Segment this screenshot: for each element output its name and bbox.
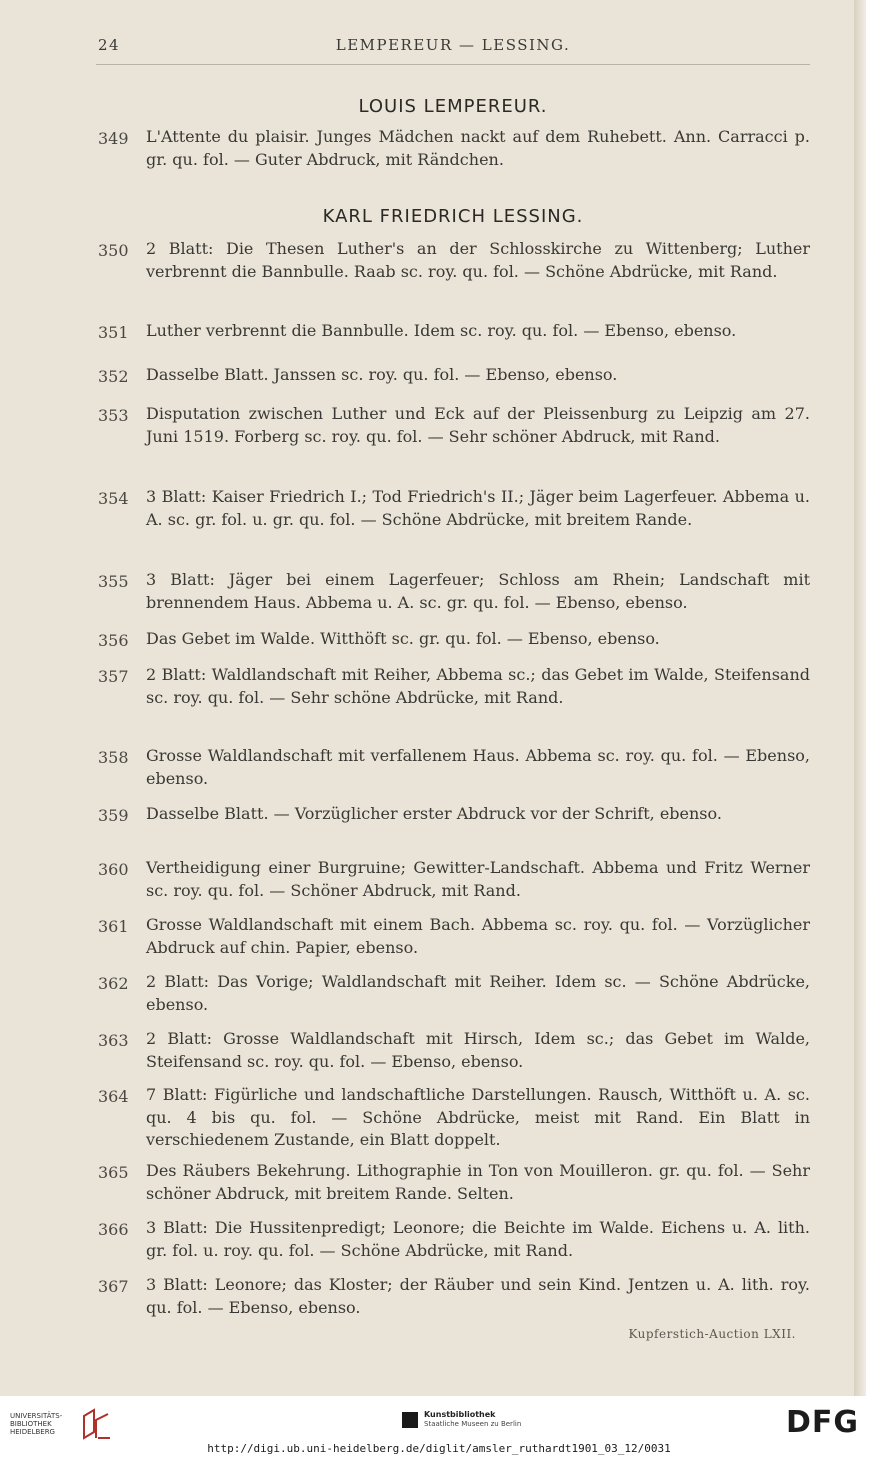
library-emblem-icon [80,1408,114,1442]
entry-text: Vertheidigung einer Burgruine; Gewitter-Landschaft. Abbema und Fritz Werner sc. roy. qu. fol. — Schöner Abdruck, mit Rand. [146,858,810,900]
kunstbibliothek-square-icon [402,1412,418,1428]
entry-number: 350 [98,241,129,260]
catalog-entry [98,971,810,1016]
entry-number: 357 [98,667,129,686]
entry-number: 358 [98,748,129,767]
entry-text: 3 Blatt: Jäger bei einem Lagerfeuer; Schloss am Rhein; Landschaft mit brennendem Haus. Abbema u. A. sc. gr. qu. fol. — Ebenso, ebenso. [146,570,810,612]
entry-number: 349 [98,129,129,148]
dfg-logo[interactable]: DFG [786,1405,860,1440]
page-number: 24 [98,36,121,54]
entry-number: 352 [98,367,129,386]
entry-text: 2 Blatt: Waldlandschaft mit Reiher, Abbema sc.; das Gebet im Walde, Steifensand sc. roy. qu. fol. — Sehr schöne Abdrücke, mit Rand. [146,665,810,707]
entry-number: 364 [98,1087,129,1106]
running-head [98,36,808,58]
digitization-footer [0,1396,878,1458]
catalog-entry [98,569,810,614]
header-rule [96,64,810,65]
catalog-entry [98,238,810,283]
entry-number: 356 [98,631,129,650]
catalog-entry [98,1160,810,1205]
entry-number: 353 [98,406,129,425]
entry-number: 361 [98,917,129,936]
catalog-entry [98,1084,810,1152]
entry-text: Dasselbe Blatt. Janssen sc. roy. qu. fol. — Ebenso, ebenso. [146,365,618,384]
entry-text: L'Attente du plaisir. Junges Mädchen nackt auf dem Ruhebett. Ann. Carracci p. gr. qu. fol. — Guter Abdruck, mit Rändchen. [146,127,810,169]
running-title: LEMPEREUR — LESSING. [335,36,571,54]
section-title-lempereur: LOUIS LEMPEREUR. [358,96,548,117]
entry-text: 3 Blatt: Die Hussitenpredigt; Leonore; die Beichte im Walde. Eichens u. A. lith. gr. fol. u. roy. qu. fol. — Schöne Abdrücke, mit Rand. [146,1218,810,1260]
catalog-entry [98,1028,810,1073]
catalog-entry [98,403,810,448]
entry-number: 359 [98,806,129,825]
section-title-lessing: KARL FRIEDRICH LESSING. [322,206,584,227]
catalog-entry [98,803,810,826]
entry-text: Grosse Waldlandschaft mit einem Bach. Abbema sc. roy. qu. fol. — Vorzüglicher Abdruck auf chin. Papier, ebenso. [146,915,810,957]
entry-number: 363 [98,1031,129,1050]
kunstbibliothek-title: Kunstbibliothek [424,1410,496,1419]
entry-number: 367 [98,1277,129,1296]
page-edge [854,0,866,1396]
entry-text: Des Räubers Bekehrung. Lithographie in Ton von Mouilleron. gr. qu. fol. — Sehr schöner Abdruck, mit breitem Rande. Selten. [146,1161,810,1203]
entry-text: 2 Blatt: Die Thesen Luther's an der Schlosskirche zu Wittenberg; Luther verbrennt die Bannbulle. Raab sc. roy. qu. fol. — Schöne Abdrücke, mit Rand. [146,239,810,281]
entry-number: 360 [98,860,129,879]
entry-number: 355 [98,572,129,591]
catalog-entry [98,1217,810,1262]
catalog-entry [98,664,810,709]
entry-text: Dasselbe Blatt. — Vorzüglicher erster Abdruck vor der Schrift, ebenso. [146,804,722,823]
entry-number: 362 [98,974,129,993]
entry-number: 366 [98,1220,129,1239]
catalog-entry [98,914,810,959]
entry-text: Luther verbrennt die Bannbulle. Idem sc. roy. qu. fol. — Ebenso, ebenso. [146,321,737,340]
entry-text: 3 Blatt: Kaiser Friedrich I.; Tod Friedrich's II.; Jäger beim Lagerfeuer. Abbema u. A. sc. gr. fol. u. gr. qu. fol. — Schöne Abdrücke, mit breitem Rande. [146,487,810,529]
entry-number: 351 [98,323,129,342]
catalog-entry [98,628,810,651]
entry-text: 7 Blatt: Figürliche und landschaftliche Darstellungen. Rausch, Witthöft u. A. sc. qu. 4 bis qu. fol. — Schöne Abdrücke, meist mit Rand. Ein Blatt in verschiedenem Zustande, ein Blatt doppelt. [146,1085,810,1149]
entry-text: 3 Blatt: Leonore; das Kloster; der Räuber und sein Kind. Jentzen u. A. lith. roy. qu. fol. — Ebenso, ebenso. [146,1275,810,1317]
entry-number: 354 [98,489,129,508]
catalog-entry [98,486,810,531]
entry-text: 2 Blatt: Das Vorige; Waldlandschaft mit Reiher. Idem sc. — Schöne Abdrücke, ebenso. [146,972,810,1014]
heidelberg-university-library-logo[interactable] [10,1408,120,1438]
entry-text: Disputation zwischen Luther und Eck auf der Pleissenburg zu Leipzig am 27. Juni 1519. Forberg sc. roy. qu. fol. — Sehr schöner Abdruck, mit Rand. [146,404,810,446]
kunstbibliothek-subtitle: Staatliche Museen zu Berlin [424,1420,522,1428]
permalink-url[interactable]: http://digi.ub.uni-heidelberg.de/diglit/amsler_ruthardt1901_03_12/0031 [207,1442,671,1455]
kunstbibliothek-logo[interactable] [402,1406,562,1432]
entry-text: Das Gebet im Walde. Witthöft sc. gr. qu. fol. — Ebenso, ebenso. [146,629,660,648]
catalog-entry [98,1274,810,1319]
entry-number: 365 [98,1163,129,1182]
catalog-mark: Kupferstich-Auction LXII. [628,1327,796,1341]
catalog-entry [98,364,810,387]
catalog-entry [98,745,810,790]
entry-text: 2 Blatt: Grosse Waldlandschaft mit Hirsch, Idem sc.; das Gebet im Walde, Steifensand sc. roy. qu. fol. — Ebenso, ebenso. [146,1029,810,1071]
catalog-entry [98,857,810,902]
catalog-entry [98,320,810,343]
university-logo-text: UNIVERSITÄTS- BIBLIOTHEK HEIDELBERG [10,1412,63,1436]
entry-text: Grosse Waldlandschaft mit verfallenem Haus. Abbema sc. roy. qu. fol. — Ebenso, ebenso. [146,746,810,788]
catalog-entry [98,126,810,171]
